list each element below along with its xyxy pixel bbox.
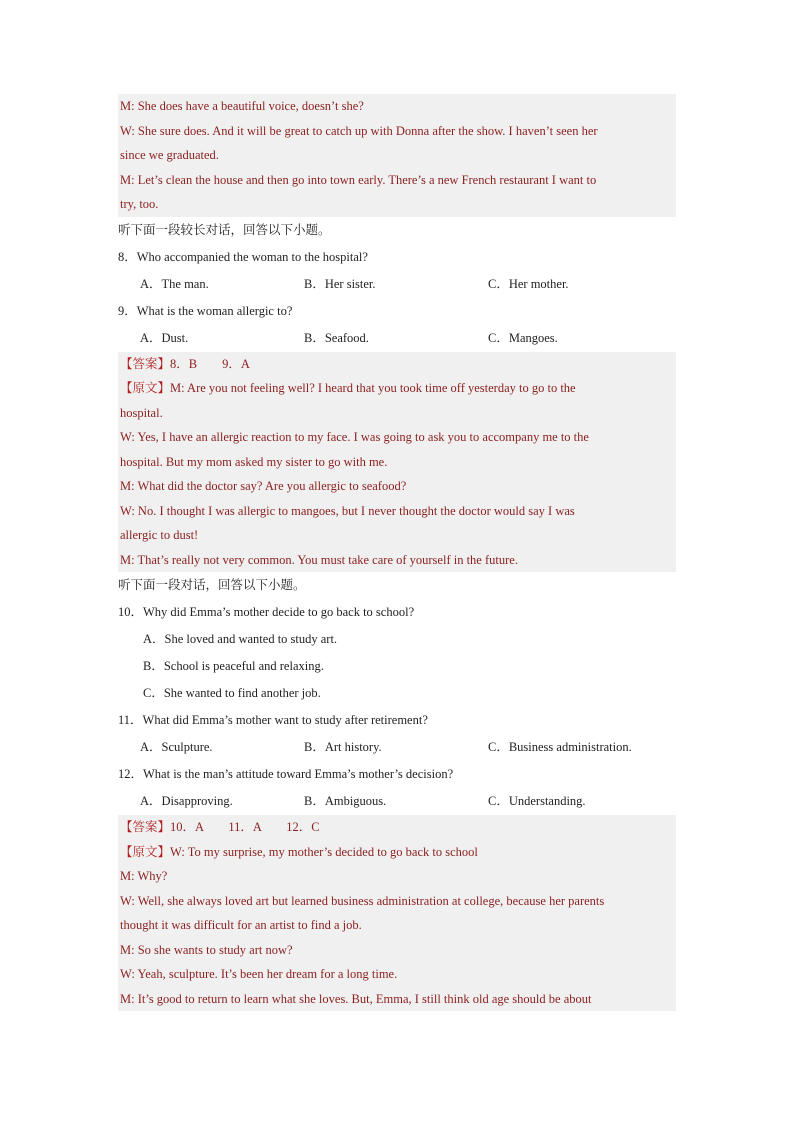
option-a: A．She loved and wanted to study art. [143, 632, 338, 646]
option-c: C．Business administration. [488, 740, 632, 754]
question-12-options [118, 788, 676, 815]
transcript-line: M: So she wants to study art now? [120, 942, 293, 957]
question-11-stem: 11．What did Emma’s mother want to study after retirement? [118, 713, 428, 727]
option-c: C．Her mother. [488, 276, 569, 291]
dialogue-line: since we graduated. [120, 148, 219, 162]
dialogue-block-1 [118, 94, 676, 217]
transcript-line: M: What did the doctor say? Are you allergic to seafood? [120, 479, 407, 493]
transcript-line: M: Why? [120, 869, 168, 883]
question-9-options [118, 325, 676, 352]
answer-line [120, 352, 674, 377]
dialogue-line: try, too. [120, 197, 159, 211]
transcript-line: M: That’s really not very common. You must take care of yourself in the future. [120, 552, 518, 567]
transcript-line: W: Well, she always loved art but learned business administration at college, because her parents [120, 893, 605, 908]
instruction-1: 听下面一段较长对话，回答以下小题。 [118, 222, 331, 237]
answer-block-2 [118, 815, 676, 1011]
dialogue-line: M: She does have a beautiful voice, doesn’t she? [120, 99, 364, 113]
answer-line [120, 815, 674, 840]
transcript-line: W: Yeah, sculpture. It’s been her dream for a long time. [120, 967, 398, 981]
option-b: B．Seafood. [304, 330, 369, 345]
dialogue-line: M: Let’s clean the house and then go into town early. There’s a new French restaurant I want to [120, 172, 597, 187]
option-b: B．Art history. [304, 740, 382, 754]
instruction-2: 听下面一段对话，回答以下小题。 [118, 578, 306, 592]
option-c: C．Mangoes. [488, 330, 558, 345]
option-c: C．She wanted to find another job. [143, 686, 321, 700]
answer-tag: 【答案】 [120, 820, 171, 834]
question-11-options [118, 734, 676, 761]
transcript-line: thought it was difficult for an artist to find a job. [120, 918, 362, 932]
transcript-tag: 【原文】 [120, 381, 171, 395]
transcript-line: hospital. But my mom asked my sister to go with me. [120, 454, 388, 469]
question-9-stem: 9．What is the woman allergic to? [118, 303, 293, 318]
option-b: B．Ambiguous. [304, 794, 387, 808]
dialogue-line: W: She sure does. And it will be great to catch up with Donna after the show. I haven’t seen her [120, 123, 598, 138]
option-b: B．Her sister. [304, 276, 376, 291]
option-a: A．Disapproving. [140, 794, 233, 808]
option-a: A．Dust. [140, 330, 189, 345]
transcript-text: M: Are you not feeling well? I heard that you took time off yesterday to go to the [170, 381, 576, 395]
question-8-options [118, 271, 676, 298]
transcript-line: M: It’s good to return to learn what she loves. But, Emma, I still think old age should be about [120, 991, 592, 1006]
transcript-text: W: To my surprise, my mother’s decided to go back to school [170, 844, 478, 859]
document-page [118, 94, 676, 1011]
answer-text: 8．B 9．A [170, 356, 250, 371]
option-c: C．Understanding. [488, 794, 586, 808]
transcript-line: W: Yes, I have an allergic reaction to my face. I was going to ask you to accompany me to the [120, 430, 589, 444]
answer-text: 10．A 11．A 12．C [170, 820, 320, 834]
question-12-stem: 12．What is the man’s attitude toward Emma’s mother’s decision? [118, 767, 454, 781]
answer-tag: 【答案】 [120, 356, 171, 371]
question-10-stem: 10．Why did Emma’s mother decide to go back to school? [118, 605, 415, 619]
transcript-line: W: No. I thought I was allergic to mangoes, but I never thought the doctor would say I was [120, 503, 575, 518]
option-a: A．The man. [140, 276, 209, 291]
question-8-stem: 8．Who accompanied the woman to the hospital? [118, 249, 368, 264]
option-a: A．Sculpture. [140, 740, 213, 754]
transcript-tag: 【原文】 [120, 844, 171, 859]
transcript-line: allergic to dust! [120, 528, 199, 542]
transcript-line [120, 376, 674, 401]
option-b: B．School is peaceful and relaxing. [143, 659, 324, 673]
transcript-line [120, 840, 674, 865]
transcript-line: hospital. [120, 405, 163, 420]
answer-block-1 [118, 352, 676, 573]
